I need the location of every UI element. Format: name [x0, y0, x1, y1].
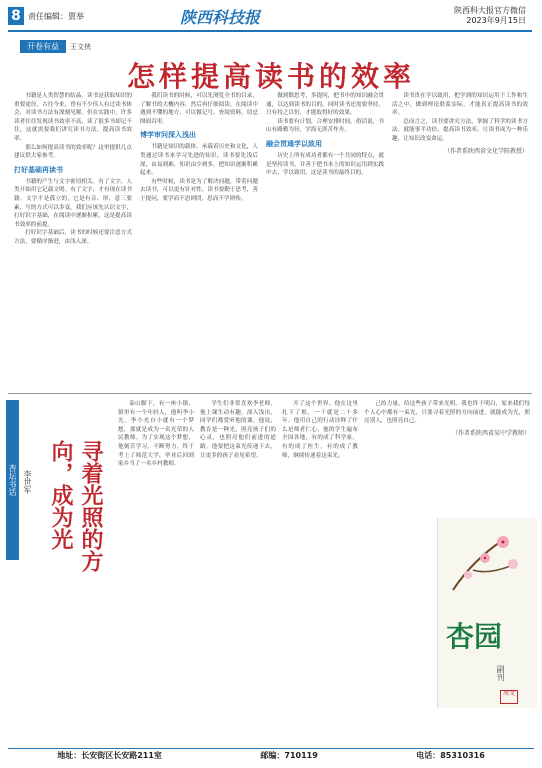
paragraph: 总而言之，读书要讲究方法，掌握了科学的读书方法，就能事半功倍，提高读书效率，让读书成为一种乐趣，让知识改变命运。 — [392, 118, 528, 142]
page-header — [0, 0, 542, 34]
title-line-1: 寻着光照 — [78, 440, 104, 528]
author-note: （作者系陕西省文化学院教授） — [443, 147, 528, 155]
paragraph: 书籍是知识的载体，承载着历史和文化，人类通过读书来学习先进的知识。读书要先浅后深，由易到难，知识由少到多，把知识逐渐积累起来。 — [140, 144, 258, 177]
paragraph: 泰山脚下，有一座小镇，镇里有一个年轻人，他叫李小光。李小光自小就有一个梦想，那就是成为一名光荣的人民教师。为了实现这个梦想，他刻苦学习，不断努力，终于考上了师范大学，毕业后回到家乡当了一名乡村教师。 — [118, 401, 194, 468]
header-right — [454, 6, 526, 26]
paragraph: 书籍是人类智慧的结晶，读书是获取知识的重要途径。古往今来，曾有不少伟人有过读书体会，对读书方法有深刻见解。但在实践中，许多读者往往发现读书效率不高，读了很多书却记不住，这就需要我们讲究读书方法，提高读书效率。 — [14, 93, 132, 142]
header-wechat: 陕西科大报官方微信 — [454, 6, 526, 15]
article-col-4 — [392, 92, 528, 388]
story-col-3 — [282, 400, 358, 740]
story-col-4 — [364, 400, 530, 514]
article-author-vertical: 李世军 — [23, 470, 32, 494]
masthead-title: 陕西科技报 — [180, 8, 261, 27]
subheading: 博学审问深入浅出 — [140, 131, 196, 140]
apricot-blossom-icon — [443, 530, 531, 600]
footer-phone: 电话：85310316 — [416, 751, 485, 760]
paragraph: 书籍的产生与文字密切相关。有了文字，人类开始用它记载文明。有了文字，才有现在读书籍。文字不是孤立的，它是有音、形、意三要素，写的方式可以多变。我们应该先认识文字，打好识字基础，在阅读中逐渐积累，这是提高读书效率的前提。 — [14, 178, 132, 228]
header-date: 2023年9月15日 — [466, 16, 526, 25]
author-note: （作者系陕西省某中学教师） — [451, 429, 530, 437]
page-footer — [8, 748, 534, 762]
paragraph: 读书贵在学以致用，把学到的知识运用于工作和生活之中，做到理论联系实际，才能真正提高读书的效率。 — [392, 93, 528, 117]
subheading: 融会贯通学以致用 — [266, 139, 322, 148]
story-col-1 — [118, 400, 194, 740]
section-divider — [8, 393, 532, 394]
paragraph: 做到勤思考，多提问，把书中的知识融会贯通，以达到读书的目的。同时读书还需要坚持，只有持之以恒，才能取得好的效果。 — [266, 93, 384, 117]
story-col-2 — [200, 400, 276, 740]
paragraph: 读书要有计划，合理安排时间。俗话说，书山有路勤为径，学海无涯苦作舟。 — [266, 118, 384, 134]
footer-postcode: 邮编：710119 — [260, 751, 318, 760]
paragraph: 我们读书的时候，可以先浏览全书的目录，了解书的大概内容，然后再仔细阅读。在阅读中遇到不懂的地方，可以做记号，查阅资料，切忌囫囵吞枣。 — [140, 93, 258, 125]
article-title: 怎样提高读书的效率 — [126, 60, 415, 93]
footer-address: 地址：长安街区长安路211室 — [57, 751, 162, 760]
column-tab-vertical: 杏坛书话 — [6, 400, 19, 560]
page-number: 8 — [8, 7, 24, 25]
article-title-vertical — [46, 440, 106, 610]
subheading: 打好基础再读书 — [14, 165, 63, 174]
column-tab: 开卷有益 — [20, 40, 66, 53]
article-col-1 — [14, 92, 132, 388]
paragraph: 开了这个世界。他在这里扎下了根，一干就是二十多年。他用自己的行动诠释了什么是师者仁心，他的学生遍布全国各地，有的成了科学家，有的成了医生，有的成了教师，继续传递着这束光。 — [282, 401, 358, 459]
article-col-2 — [140, 92, 258, 388]
paragraph: 打好识字基础后，读书的时候还要注意方式方法，要循序渐进，由浅入深。 — [14, 230, 132, 245]
seal-stamp: 周文 — [500, 690, 518, 704]
paragraph: 历史上所有成功者都有一个共同的特点，就是坚持读书，并善于把书本上的知识运用到实践中去，学以致用，这是读书的最终目的。 — [266, 152, 384, 177]
supplement-subtitle: 副刊 — [496, 665, 505, 681]
masthead — [180, 5, 268, 28]
editor-credit: 责任编辑：贾举 — [28, 12, 84, 21]
paragraph: 那么如何提高读书的效率呢？这里提供几点建议供大家参考。 — [14, 144, 132, 160]
header-rule — [8, 30, 532, 32]
supplement-title: 杏园 — [446, 620, 503, 653]
article-author: 王文侠 — [70, 43, 91, 51]
article-col-3 — [266, 92, 384, 388]
paragraph: 有些时候，读书是为了解决问题，带着问题去读书，可以更有针对性。读书要勤于思考，善于提问，要学而不思则罔，思而不学则殆。 — [140, 178, 258, 202]
title-line-2: 的方向，成为光 — [48, 440, 104, 572]
paragraph: 学生们非常喜欢李老师，他上课生动有趣，深入浅出，同学们都爱听他的课。他说，教育是一种光，照亮孩子们的心灵，也照亮他们前进的道路。他要把这束光传递下去，让更多的孩子看见希望。 — [200, 401, 276, 459]
paragraph: 己的力量，给这些孩子带来光明。我也终于明白，原来我们每个人心中都有一束光，只要寻着光照的方向前进，就能成为光，照亮别人，也照亮自己。 — [364, 401, 530, 425]
